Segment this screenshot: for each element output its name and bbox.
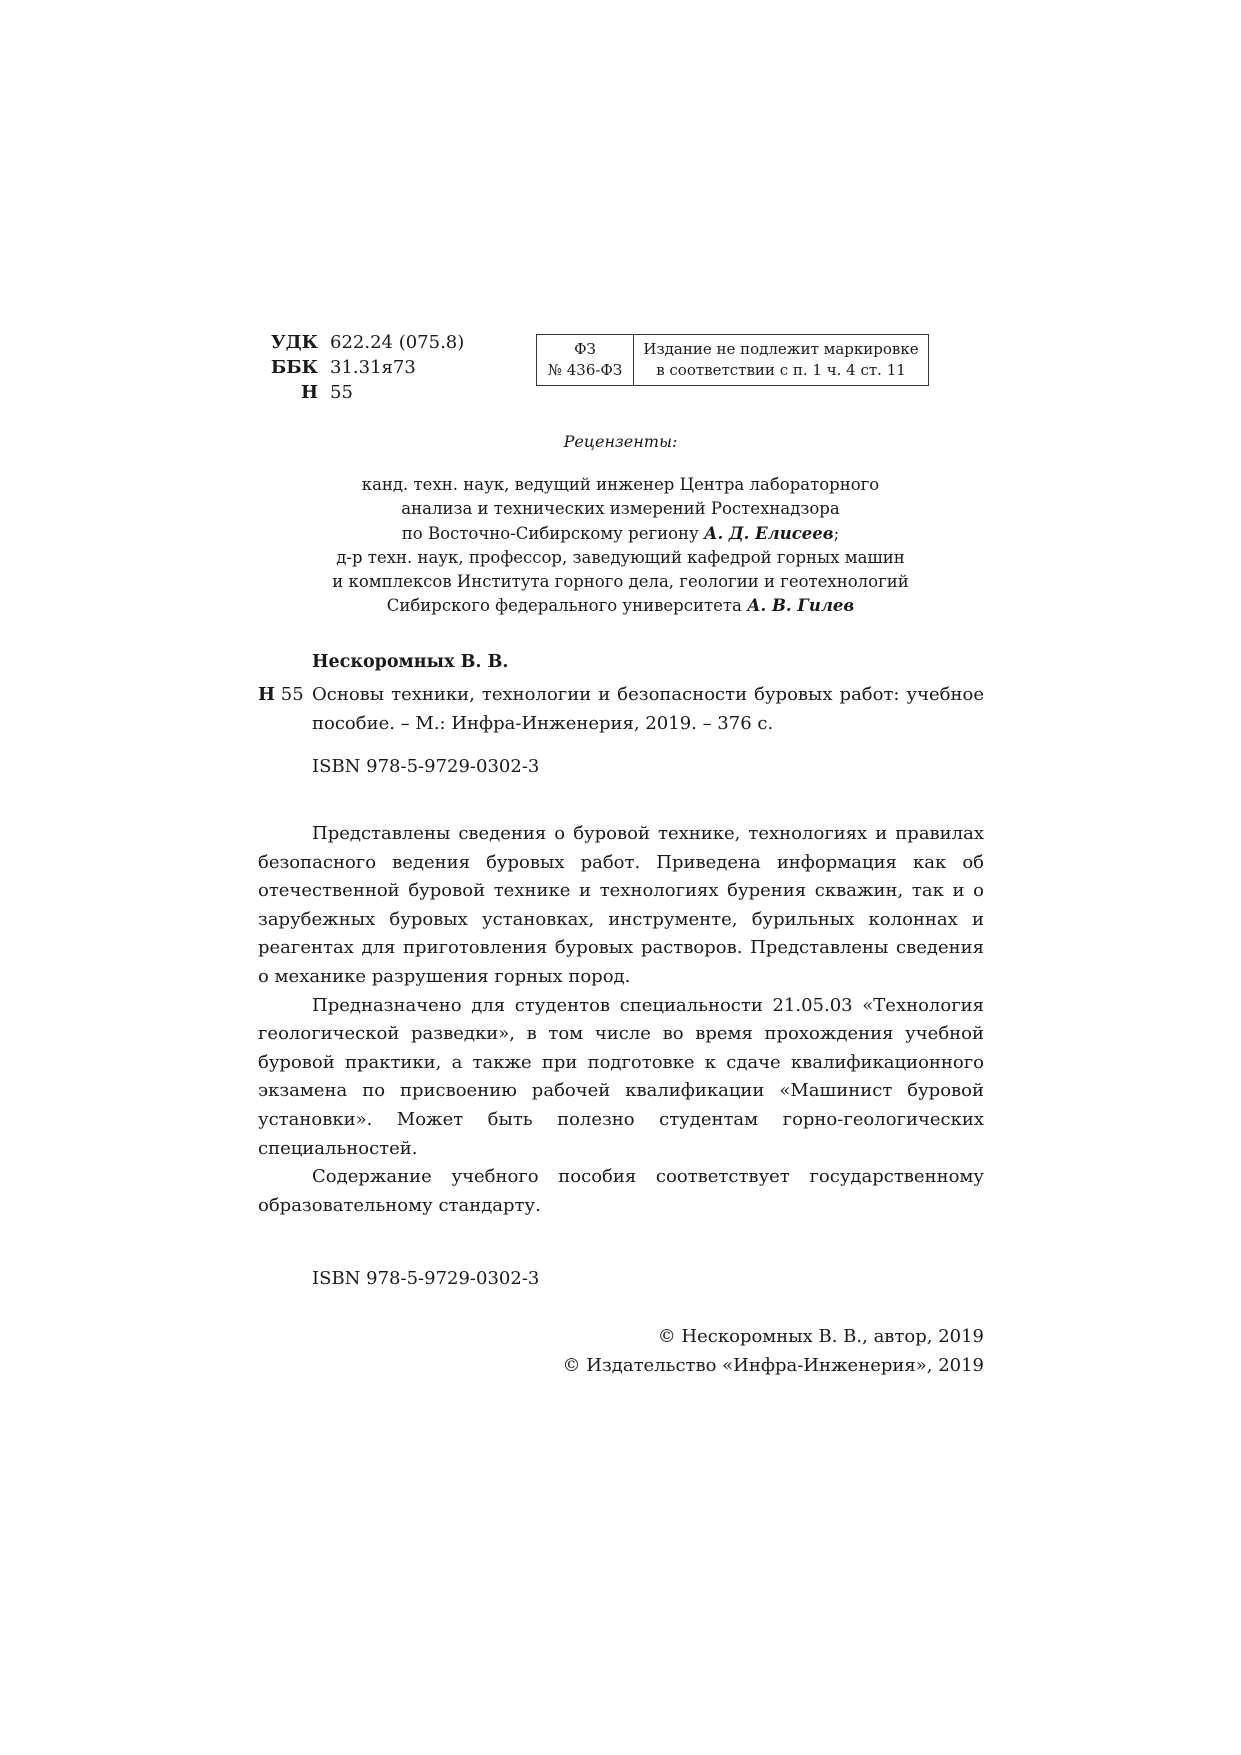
fz-labeling-box — [536, 334, 929, 386]
abstract-paragraph-2: Предназначено для студентов специальности 21.05.03 «Технология геологической разведки», в том числе во время прохождения учебной буровой практики, а также при подготовке к сдаче квалификационного экзамена по присвоению рабочей квалификации «Машинист буровой установки». Может быть полезно студентам горно-геологических специальностей. — [258, 994, 984, 1159]
udk-row — [268, 330, 464, 355]
reviewer-1-line-1: канд. техн. наук, ведущий инженер Центра лабораторного — [361, 475, 880, 494]
reviewer-1-line-2: анализа и технических измерений Ростехнадзора — [401, 499, 840, 519]
reviewer-2-name: А. В. Гилев — [747, 596, 855, 616]
copyright-author: © Нескоромных В. В., автор, 2019 — [657, 1326, 984, 1347]
reviewer-2-line-1: д-р техн. наук, профессор, заведующий кафедрой горных машин — [336, 547, 905, 567]
book-code — [258, 680, 304, 709]
isbn-top: ISBN 978-5-9729-0302-3 — [312, 756, 540, 777]
author-code-row — [268, 380, 464, 405]
fz-note-line-2: в соответствии с п. 1 ч. 4 ст. 11 — [656, 361, 906, 379]
author-code-label: Н — [300, 382, 318, 403]
abstract-paragraph-1: Представлены сведения о буровой технике, технологиях и правилах безопасного ведения буровых работ. Приведена информация как об отечественной буровой технике и технологиях бурения скважин, так и о зарубежных буровых установках, инструменте, бурильных колоннах и реагентах для приготовления буровых растворов. Представлены сведения о механике разрушения горных пород. — [258, 823, 984, 987]
copyright-publisher: © Издательство «Инфра-Инженерия», 2019 — [562, 1355, 984, 1376]
fz-note-line-1: Издание не подлежит маркировке — [643, 340, 919, 358]
reviewer-1-name: А. Д. Елисеев — [704, 523, 834, 543]
reviewer-2-line-3 — [0, 594, 1241, 618]
abstract-paragraph-3: Содержание учебного пособия соответствует государственному образовательному стандарту. — [258, 1166, 984, 1216]
reviewers-list — [0, 473, 1241, 619]
reviewer-1-line-3 — [0, 522, 1241, 546]
fz-law-cell — [537, 335, 634, 385]
book-code-number: 55 — [280, 684, 304, 705]
reviewer-separator: ; — [833, 523, 840, 543]
bbk-label: ББК — [270, 357, 318, 378]
book-abstract — [258, 820, 984, 1220]
bbk-value: 31.31я73 — [330, 357, 416, 378]
book-author: Нескоромных В. В. — [312, 652, 509, 672]
reviewer-2-university: Сибирского федерального университета — [386, 596, 748, 616]
isbn-bottom: ISBN 978-5-9729-0302-3 — [312, 1268, 540, 1289]
copyright-block — [0, 1322, 984, 1380]
fz-law-label: ФЗ — [574, 340, 596, 358]
bbk-row — [268, 355, 464, 380]
udk-value: 622.24 (075.8) — [330, 332, 465, 353]
reviewer-1-region: по Восточно-Сибирскому региону — [401, 523, 704, 543]
classification-block — [268, 330, 464, 405]
author-code-value: 55 — [330, 382, 353, 403]
reviewer-2-line-2: и комплексов Института горного дела, геологии и геотехнологий — [332, 572, 909, 592]
fz-law-number: № 436-ФЗ — [547, 361, 623, 379]
book-title-description: Основы техники, технологии и безопасности буровых работ: учебное пособие. – М.: Инфра-Инженерия, 2019. – 376 с. — [312, 684, 984, 734]
book-code-letter: Н — [258, 684, 276, 705]
udk-label: УДК — [271, 332, 318, 353]
reviewers-heading: Рецензенты: — [563, 432, 678, 451]
fz-note-cell — [634, 335, 928, 385]
